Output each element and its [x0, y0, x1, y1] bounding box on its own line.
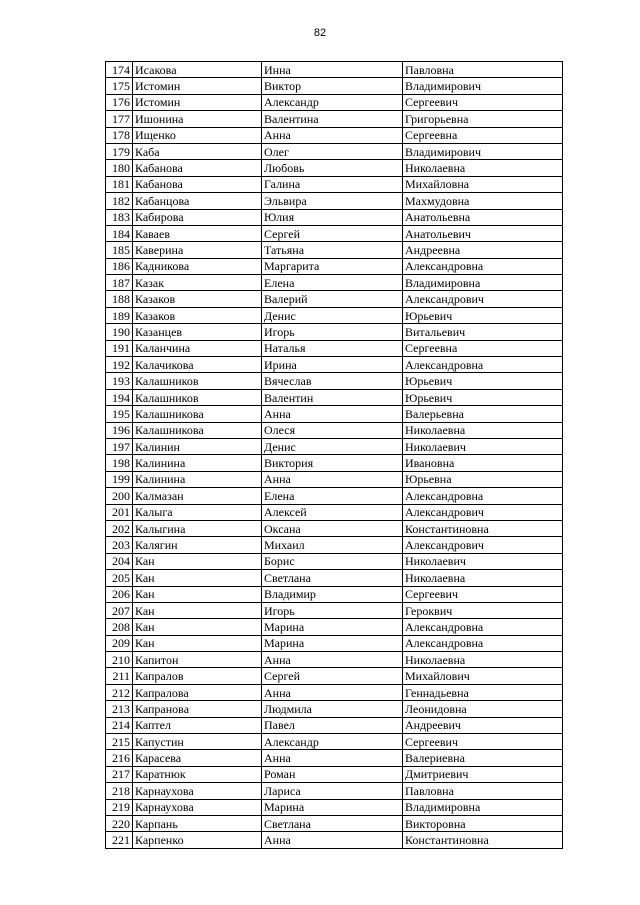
surname-cell: Истомин [133, 94, 262, 110]
patronymic-cell: Михайлович [403, 668, 563, 684]
patronymic-cell: Валериевна [403, 750, 563, 766]
table-row [106, 701, 563, 717]
table-row [106, 193, 563, 209]
surname-cell: Калинина [133, 471, 262, 487]
first-name-cell: Анна [262, 406, 403, 422]
row-number-cell: 190 [106, 324, 133, 340]
table-row [106, 455, 563, 471]
row-number-cell: 197 [106, 438, 133, 454]
surname-cell: Калыга [133, 504, 262, 520]
first-name-cell: Лариса [262, 783, 403, 799]
patronymic-cell: Сергеевна [403, 340, 563, 356]
surname-cell: Калашников [133, 373, 262, 389]
table-row [106, 684, 563, 700]
table-row [106, 275, 563, 291]
patronymic-cell: Анатольевич [403, 225, 563, 241]
row-number-cell: 180 [106, 160, 133, 176]
table-row [106, 717, 563, 733]
first-name-cell: Анна [262, 652, 403, 668]
first-name-cell: Анна [262, 127, 403, 143]
first-name-cell: Светлана [262, 815, 403, 831]
table-row [106, 602, 563, 618]
row-number-cell: 188 [106, 291, 133, 307]
row-number-cell: 199 [106, 471, 133, 487]
table-row [106, 799, 563, 815]
patronymic-cell: Героквич [403, 602, 563, 618]
patronymic-cell: Александровна [403, 258, 563, 274]
first-name-cell: Михаил [262, 537, 403, 553]
first-name-cell: Игорь [262, 602, 403, 618]
table-row [106, 832, 563, 848]
surname-cell: Каланчина [133, 340, 262, 356]
first-name-cell: Олег [262, 143, 403, 159]
first-name-cell: Сергей [262, 225, 403, 241]
table-row [106, 357, 563, 373]
table-row [106, 471, 563, 487]
patronymic-cell: Сергеевич [403, 734, 563, 750]
patronymic-cell: Николаевич [403, 553, 563, 569]
table-row [106, 389, 563, 405]
first-name-cell: Марина [262, 635, 403, 651]
surname-cell: Капитон [133, 652, 262, 668]
row-number-cell: 216 [106, 750, 133, 766]
patronymic-cell: Павловна [403, 62, 563, 78]
patronymic-cell: Александровна [403, 357, 563, 373]
row-number-cell: 203 [106, 537, 133, 553]
surname-cell: Капустин [133, 734, 262, 750]
first-name-cell: Елена [262, 275, 403, 291]
row-number-cell: 220 [106, 815, 133, 831]
surname-cell: Кабирова [133, 209, 262, 225]
first-name-cell: Александр [262, 94, 403, 110]
row-number-cell: 208 [106, 619, 133, 635]
row-number-cell: 179 [106, 143, 133, 159]
first-name-cell: Людмила [262, 701, 403, 717]
first-name-cell: Валентин [262, 389, 403, 405]
patronymic-cell: Юрьевна [403, 471, 563, 487]
surname-cell: Калыгина [133, 520, 262, 536]
table-row [106, 570, 563, 586]
surname-cell: Кан [133, 586, 262, 602]
row-number-cell: 192 [106, 357, 133, 373]
first-name-cell: Сергей [262, 668, 403, 684]
surname-cell: Кан [133, 553, 262, 569]
table-row [106, 258, 563, 274]
patronymic-cell: Константиновна [403, 832, 563, 848]
row-number-cell: 212 [106, 684, 133, 700]
patronymic-cell: Григорьевна [403, 111, 563, 127]
patronymic-cell: Геннадьевна [403, 684, 563, 700]
patronymic-cell: Владимирович [403, 78, 563, 94]
table-row [106, 734, 563, 750]
surname-cell: Карнаухова [133, 783, 262, 799]
patronymic-cell: Владимировна [403, 799, 563, 815]
table-row [106, 668, 563, 684]
row-number-cell: 209 [106, 635, 133, 651]
surname-cell: Капранова [133, 701, 262, 717]
first-name-cell: Любовь [262, 160, 403, 176]
table-row [106, 537, 563, 553]
patronymic-cell: Сергеевна [403, 127, 563, 143]
surname-cell: Кан [133, 602, 262, 618]
row-number-cell: 207 [106, 602, 133, 618]
surname-cell: Кан [133, 619, 262, 635]
patronymic-cell: Михайловна [403, 176, 563, 192]
surname-cell: Каба [133, 143, 262, 159]
patronymic-cell: Николаевна [403, 570, 563, 586]
surname-cell: Калмазан [133, 488, 262, 504]
patronymic-cell: Александрович [403, 537, 563, 553]
row-number-cell: 215 [106, 734, 133, 750]
table-row [106, 815, 563, 831]
roster-body [106, 62, 563, 849]
surname-cell: Калачикова [133, 357, 262, 373]
table-row [106, 422, 563, 438]
surname-cell: Капралова [133, 684, 262, 700]
first-name-cell: Виктор [262, 78, 403, 94]
first-name-cell: Ирина [262, 357, 403, 373]
first-name-cell: Алексей [262, 504, 403, 520]
patronymic-cell: Александрович [403, 291, 563, 307]
table-row [106, 160, 563, 176]
first-name-cell: Валентина [262, 111, 403, 127]
first-name-cell: Галина [262, 176, 403, 192]
patronymic-cell: Николаевна [403, 652, 563, 668]
patronymic-cell: Викторовна [403, 815, 563, 831]
row-number-cell: 191 [106, 340, 133, 356]
row-number-cell: 219 [106, 799, 133, 815]
table-row [106, 504, 563, 520]
row-number-cell: 183 [106, 209, 133, 225]
patronymic-cell: Александрович [403, 504, 563, 520]
patronymic-cell: Александровна [403, 635, 563, 651]
row-number-cell: 182 [106, 193, 133, 209]
first-name-cell: Валерий [262, 291, 403, 307]
patronymic-cell: Александровна [403, 488, 563, 504]
surname-cell: Калинина [133, 455, 262, 471]
surname-cell: Каваев [133, 225, 262, 241]
row-number-cell: 194 [106, 389, 133, 405]
table-row [106, 340, 563, 356]
first-name-cell: Татьяна [262, 242, 403, 258]
row-number-cell: 174 [106, 62, 133, 78]
row-number-cell: 202 [106, 520, 133, 536]
first-name-cell: Владимир [262, 586, 403, 602]
first-name-cell: Роман [262, 766, 403, 782]
patronymic-cell: Николаевна [403, 160, 563, 176]
table-row [106, 652, 563, 668]
row-number-cell: 184 [106, 225, 133, 241]
patronymic-cell: Ивановна [403, 455, 563, 471]
patronymic-cell: Николаевич [403, 438, 563, 454]
row-number-cell: 218 [106, 783, 133, 799]
first-name-cell: Вячеслав [262, 373, 403, 389]
row-number-cell: 175 [106, 78, 133, 94]
first-name-cell: Юлия [262, 209, 403, 225]
surname-cell: Кан [133, 570, 262, 586]
surname-cell: Карасева [133, 750, 262, 766]
patronymic-cell: Юрьевич [403, 307, 563, 323]
first-name-cell: Анна [262, 471, 403, 487]
row-number-cell: 185 [106, 242, 133, 258]
table-row [106, 127, 563, 143]
table-row [106, 438, 563, 454]
surname-cell: Кабанцова [133, 193, 262, 209]
page-number: 82 [313, 27, 327, 39]
patronymic-cell: Сергеевич [403, 94, 563, 110]
table-row [106, 750, 563, 766]
row-number-cell: 181 [106, 176, 133, 192]
row-number-cell: 201 [106, 504, 133, 520]
row-number-cell: 210 [106, 652, 133, 668]
row-number-cell: 204 [106, 553, 133, 569]
table-row [106, 111, 563, 127]
patronymic-cell: Андреевич [403, 717, 563, 733]
first-name-cell: Эльвира [262, 193, 403, 209]
surname-cell: Калинин [133, 438, 262, 454]
table-row [106, 209, 563, 225]
first-name-cell: Марина [262, 799, 403, 815]
table-row [106, 783, 563, 799]
patronymic-cell: Дмитриевич [403, 766, 563, 782]
surname-cell: Калягин [133, 537, 262, 553]
first-name-cell: Маргарита [262, 258, 403, 274]
first-name-cell: Олеся [262, 422, 403, 438]
surname-cell: Ищенко [133, 127, 262, 143]
patronymic-cell: Константиновна [403, 520, 563, 536]
surname-cell: Кан [133, 635, 262, 651]
first-name-cell: Игорь [262, 324, 403, 340]
surname-cell: Каверина [133, 242, 262, 258]
row-number-cell: 205 [106, 570, 133, 586]
surname-cell: Казанцев [133, 324, 262, 340]
surname-cell: Казак [133, 275, 262, 291]
surname-cell: Кадникова [133, 258, 262, 274]
table-row [106, 225, 563, 241]
table-row [106, 242, 563, 258]
first-name-cell: Александр [262, 734, 403, 750]
first-name-cell: Борис [262, 553, 403, 569]
row-number-cell: 176 [106, 94, 133, 110]
first-name-cell: Анна [262, 750, 403, 766]
roster-table [105, 61, 563, 849]
row-number-cell: 211 [106, 668, 133, 684]
patronymic-cell: Леонидовна [403, 701, 563, 717]
patronymic-cell: Валерьевна [403, 406, 563, 422]
surname-cell: Карнаухова [133, 799, 262, 815]
first-name-cell: Марина [262, 619, 403, 635]
first-name-cell: Елена [262, 488, 403, 504]
patronymic-cell: Витальевич [403, 324, 563, 340]
row-number-cell: 200 [106, 488, 133, 504]
surname-cell: Ишонина [133, 111, 262, 127]
table-row [106, 520, 563, 536]
surname-cell: Исакова [133, 62, 262, 78]
first-name-cell: Инна [262, 62, 403, 78]
table-row [106, 143, 563, 159]
row-number-cell: 214 [106, 717, 133, 733]
table-row [106, 324, 563, 340]
table-row [106, 62, 563, 78]
first-name-cell: Анна [262, 684, 403, 700]
row-number-cell: 186 [106, 258, 133, 274]
surname-cell: Казаков [133, 307, 262, 323]
table-row [106, 78, 563, 94]
row-number-cell: 195 [106, 406, 133, 422]
table-row [106, 307, 563, 323]
table-row [106, 176, 563, 192]
surname-cell: Истомин [133, 78, 262, 94]
row-number-cell: 193 [106, 373, 133, 389]
row-number-cell: 198 [106, 455, 133, 471]
surname-cell: Карпань [133, 815, 262, 831]
table-row [106, 488, 563, 504]
first-name-cell: Денис [262, 307, 403, 323]
table-row [106, 291, 563, 307]
first-name-cell: Павел [262, 717, 403, 733]
patronymic-cell: Анатольевна [403, 209, 563, 225]
surname-cell: Калашников [133, 389, 262, 405]
patronymic-cell: Юрьевич [403, 373, 563, 389]
table-row [106, 766, 563, 782]
table-row [106, 406, 563, 422]
first-name-cell: Виктория [262, 455, 403, 471]
first-name-cell: Анна [262, 832, 403, 848]
table-row [106, 586, 563, 602]
patronymic-cell: Сергеевич [403, 586, 563, 602]
table-row [106, 553, 563, 569]
row-number-cell: 206 [106, 586, 133, 602]
surname-cell: Кабанова [133, 160, 262, 176]
row-number-cell: 178 [106, 127, 133, 143]
patronymic-cell: Александровна [403, 619, 563, 635]
first-name-cell: Светлана [262, 570, 403, 586]
first-name-cell: Наталья [262, 340, 403, 356]
row-number-cell: 213 [106, 701, 133, 717]
row-number-cell: 187 [106, 275, 133, 291]
table-row [106, 373, 563, 389]
patronymic-cell: Павловна [403, 783, 563, 799]
row-number-cell: 189 [106, 307, 133, 323]
row-number-cell: 196 [106, 422, 133, 438]
surname-cell: Казаков [133, 291, 262, 307]
table-row [106, 635, 563, 651]
surname-cell: Каратнюк [133, 766, 262, 782]
surname-cell: Калашникова [133, 406, 262, 422]
patronymic-cell: Владимировна [403, 275, 563, 291]
row-number-cell: 221 [106, 832, 133, 848]
first-name-cell: Денис [262, 438, 403, 454]
first-name-cell: Оксана [262, 520, 403, 536]
patronymic-cell: Махмудовна [403, 193, 563, 209]
patronymic-cell: Юрьевич [403, 389, 563, 405]
table-row [106, 94, 563, 110]
surname-cell: Каптел [133, 717, 262, 733]
patronymic-cell: Николаевна [403, 422, 563, 438]
surname-cell: Капралов [133, 668, 262, 684]
surname-cell: Карпенко [133, 832, 262, 848]
table-row [106, 619, 563, 635]
patronymic-cell: Андреевна [403, 242, 563, 258]
row-number-cell: 217 [106, 766, 133, 782]
surname-cell: Кабанова [133, 176, 262, 192]
surname-cell: Калашникова [133, 422, 262, 438]
row-number-cell: 177 [106, 111, 133, 127]
patronymic-cell: Владимирович [403, 143, 563, 159]
